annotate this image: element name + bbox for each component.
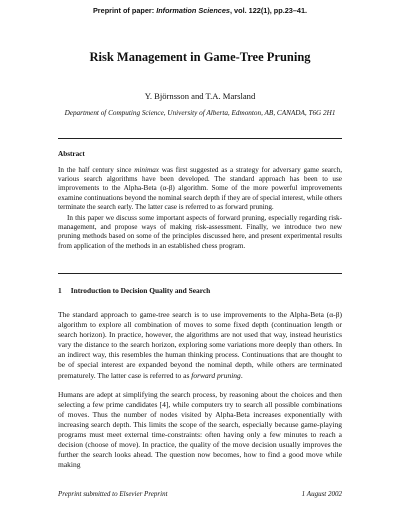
- abstract-text: was first suggested as a strategy for adversary game search, various search algorithms have been developed. The standard approach has been to use improvements to the Alpha-Beta (α-β) algorithm. Some of the more powerful improvements examine continuations beyond the nominal search depth if they are of special interest, while others terminate the search early. The latter case is referred to as forward pruning.: [58, 166, 343, 211]
- preprint-notice: [0, 6, 400, 15]
- abstract-paragraph: [58, 166, 342, 212]
- abstract-paragraph: In this paper we discuss some important aspects of forward pruning, especially regarding risk-management, and propose ways of making risk-assessment. Finally, we introduce two new pruning methods based on some of the principles discussed here, and present experimental results from application of the methods in an established chess program.: [58, 214, 342, 250]
- abstract-emphasis: minimax: [134, 166, 159, 174]
- body-paragraph: Humans are adept at simplifying the search process, by reasoning about the choices and then selecting a few prime candidates [4], while computers try to search all possible combinations of moves. Thus the number of nodes visited by Alpha-Beta increases exponentially with increasing search depth. This limits the scope of the search, especially because game-playing programs must meet external time-constraints: often having only a few minutes to reach a decision (choose of move). In practice, the quality of the move decision usually improves the further the search looks ahead. The question now becomes, how to find a good move while making: [58, 389, 342, 470]
- section-title: Introduction to Decision Quality and Search: [70, 286, 211, 295]
- abstract-heading: Abstract: [58, 150, 85, 158]
- body-paragraph: [58, 310, 342, 381]
- section-number: 1: [58, 286, 62, 295]
- abstract-top-rule: [58, 138, 342, 139]
- footer-date: 1 August 2002: [301, 490, 342, 498]
- section-heading: [58, 286, 210, 295]
- journal-name: Information Sciences: [156, 6, 230, 15]
- footer-submission-note: Preprint submitted to Elsevier Preprint: [58, 490, 168, 498]
- abstract-body: [58, 166, 342, 251]
- abstract-bottom-rule: [58, 273, 342, 274]
- paper-title: Risk Management in Game-Tree Pruning: [89, 50, 311, 64]
- body-text: The standard approach to game-tree search is to use improvements to the Alpha-Beta (α-β) algorithm to explore all combination of moves to some fixed depth (continuation length or search horizon). In practice, however, the algorithms are not used that way, instead heuristics vary the distance to the search horizon, exploring some variations more deeply than others. In an indirect way, this resembles the human thinking process. Continuations that are thought to be of special interest are expanded beyond the nominal depth, while others are terminated prematurely. The latter case is referred to as: [58, 310, 342, 380]
- abstract-text: In the half century since: [58, 166, 135, 174]
- journal-citation: , vol. 122(1), pp.23–41.: [230, 6, 308, 15]
- page-footer: [58, 490, 342, 498]
- paper-authors: Y. Björnsson and T.A. Marsland: [144, 91, 256, 101]
- section-body: [58, 310, 342, 479]
- preprint-prefix: Preprint of paper:: [92, 6, 157, 15]
- author-affiliation: Department of Computing Science, University of Alberta, Edmonton, AB, CANADA, T6G 2H1: [64, 109, 336, 117]
- body-emphasis: forward pruning: [191, 370, 241, 380]
- body-text: .: [240, 370, 243, 380]
